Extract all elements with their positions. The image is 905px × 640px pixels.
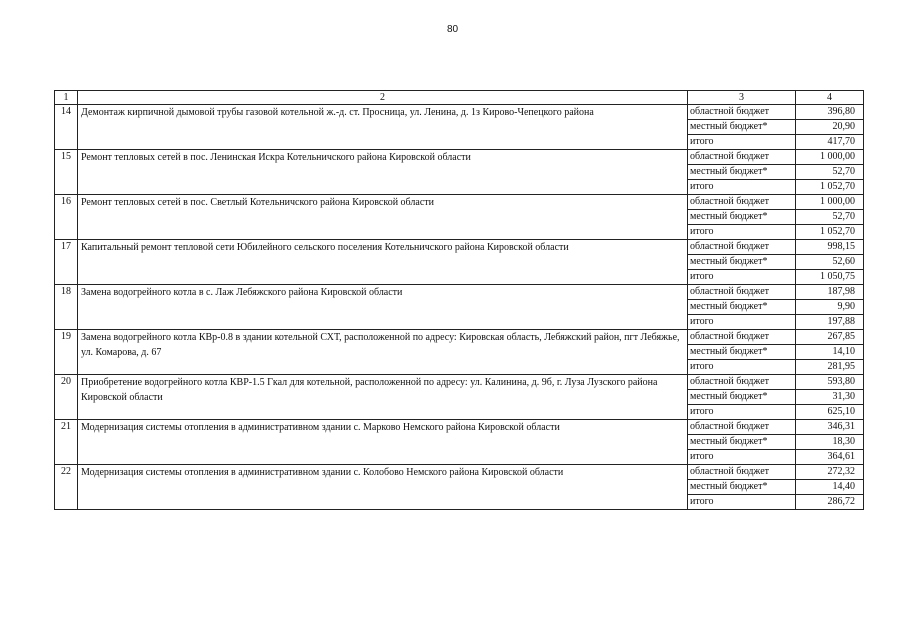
budget-label: итого (688, 450, 796, 465)
budget-label: областной бюджет (688, 465, 796, 480)
budget-label: итого (688, 180, 796, 195)
row-description: Модернизация системы отопления в административном здании с. Колобово Немского района Кировской области (78, 465, 688, 510)
budget-amount: 272,32 (796, 465, 864, 480)
budget-label: итого (688, 225, 796, 240)
budget-amount: 625,10 (796, 405, 864, 420)
row-number: 14 (55, 105, 78, 150)
budget-label: местный бюджет* (688, 435, 796, 450)
budget-label: местный бюджет* (688, 255, 796, 270)
table-row (55, 150, 864, 165)
table-row (55, 195, 864, 210)
budget-label: областной бюджет (688, 375, 796, 390)
budget-label: областной бюджет (688, 105, 796, 120)
budget-amount: 364,61 (796, 450, 864, 465)
budget-label: областной бюджет (688, 330, 796, 345)
budget-label: местный бюджет* (688, 300, 796, 315)
budget-amount: 18,30 (796, 435, 864, 450)
table-row (55, 375, 864, 390)
row-number: 22 (55, 465, 78, 510)
budget-label: местный бюджет* (688, 210, 796, 225)
page-number: 80 (446, 24, 459, 35)
budget-amount: 998,15 (796, 240, 864, 255)
budget-label: областной бюджет (688, 420, 796, 435)
row-number: 18 (55, 285, 78, 330)
budget-amount: 9,90 (796, 300, 864, 315)
budget-amount: 52,70 (796, 165, 864, 180)
budget-label: итого (688, 495, 796, 510)
budget-amount: 267,85 (796, 330, 864, 345)
row-number: 20 (55, 375, 78, 420)
row-number: 17 (55, 240, 78, 285)
budget-label: местный бюджет* (688, 480, 796, 495)
table-header-row (55, 91, 864, 105)
budget-amount: 1 000,00 (796, 150, 864, 165)
row-number: 16 (55, 195, 78, 240)
budget-amount: 52,60 (796, 255, 864, 270)
budget-label: местный бюджет* (688, 120, 796, 135)
budget-label: итого (688, 315, 796, 330)
budget-amount: 281,95 (796, 360, 864, 375)
row-description: Ремонт тепловых сетей в пос. Ленинская Искра Котельничского района Кировской области (78, 150, 688, 195)
budget-label: итого (688, 135, 796, 150)
budget-label: местный бюджет* (688, 390, 796, 405)
table-row (55, 465, 864, 480)
budget-amount: 286,72 (796, 495, 864, 510)
table-row (55, 105, 864, 120)
budget-label: областной бюджет (688, 150, 796, 165)
budget-amount: 346,31 (796, 420, 864, 435)
budget-amount: 396,80 (796, 105, 864, 120)
budget-label: итого (688, 405, 796, 420)
row-description: Замена водогрейного котла КВр-0.8 в здании котельной СХТ, расположенной по адресу: Кировская область, Лебяжский район, пгт Лебяжье, ул. Комарова, д. 67 (78, 330, 688, 375)
budget-amount: 1 000,00 (796, 195, 864, 210)
table-row (55, 330, 864, 345)
row-number: 19 (55, 330, 78, 375)
budget-amount: 593,80 (796, 375, 864, 390)
budget-label: местный бюджет* (688, 165, 796, 180)
header-cell-amount: 4 (796, 91, 864, 105)
row-description: Демонтаж кирпичной дымовой трубы газовой котельной ж.-д. ст. Просница, ул. Ленина, д. 1з Кирово-Чепецкого района (78, 105, 688, 150)
header-cell-budget: 3 (688, 91, 796, 105)
budget-amount: 1 052,70 (796, 180, 864, 195)
budget-amount: 14,40 (796, 480, 864, 495)
row-description: Модернизация системы отопления в административном здании с. Марково Немского района Кировской области (78, 420, 688, 465)
budget-label: итого (688, 360, 796, 375)
budget-table (54, 90, 864, 510)
row-description: Ремонт тепловых сетей в пос. Светлый Котельничского района Кировской области (78, 195, 688, 240)
header-cell-number: 1 (55, 91, 78, 105)
budget-amount: 52,70 (796, 210, 864, 225)
budget-amount: 31,30 (796, 390, 864, 405)
budget-label: областной бюджет (688, 195, 796, 210)
row-number: 21 (55, 420, 78, 465)
budget-label: итого (688, 270, 796, 285)
table-row (55, 285, 864, 300)
budget-amount: 20,90 (796, 120, 864, 135)
budget-label: областной бюджет (688, 285, 796, 300)
budget-amount: 14,10 (796, 345, 864, 360)
row-description: Замена водогрейного котла в с. Лаж Лебяжского района Кировской области (78, 285, 688, 330)
row-description: Капитальный ремонт тепловой сети Юбилейного сельского поселения Котельничского района Кировской области (78, 240, 688, 285)
budget-amount: 1 052,70 (796, 225, 864, 240)
row-description: Приобретение водогрейного котла КВР-1.5 Гкал для котельной, расположенной по адресу: ул. Калинина, д. 9б, г. Луза Лузского района Кировской области (78, 375, 688, 420)
table-row (55, 420, 864, 435)
row-number: 15 (55, 150, 78, 195)
table-row (55, 240, 864, 255)
budget-amount: 187,98 (796, 285, 864, 300)
table-body (55, 91, 864, 510)
header-cell-description: 2 (78, 91, 688, 105)
budget-label: областной бюджет (688, 240, 796, 255)
budget-amount: 1 050,75 (796, 270, 864, 285)
budget-label: местный бюджет* (688, 345, 796, 360)
budget-amount: 417,70 (796, 135, 864, 150)
budget-amount: 197,88 (796, 315, 864, 330)
